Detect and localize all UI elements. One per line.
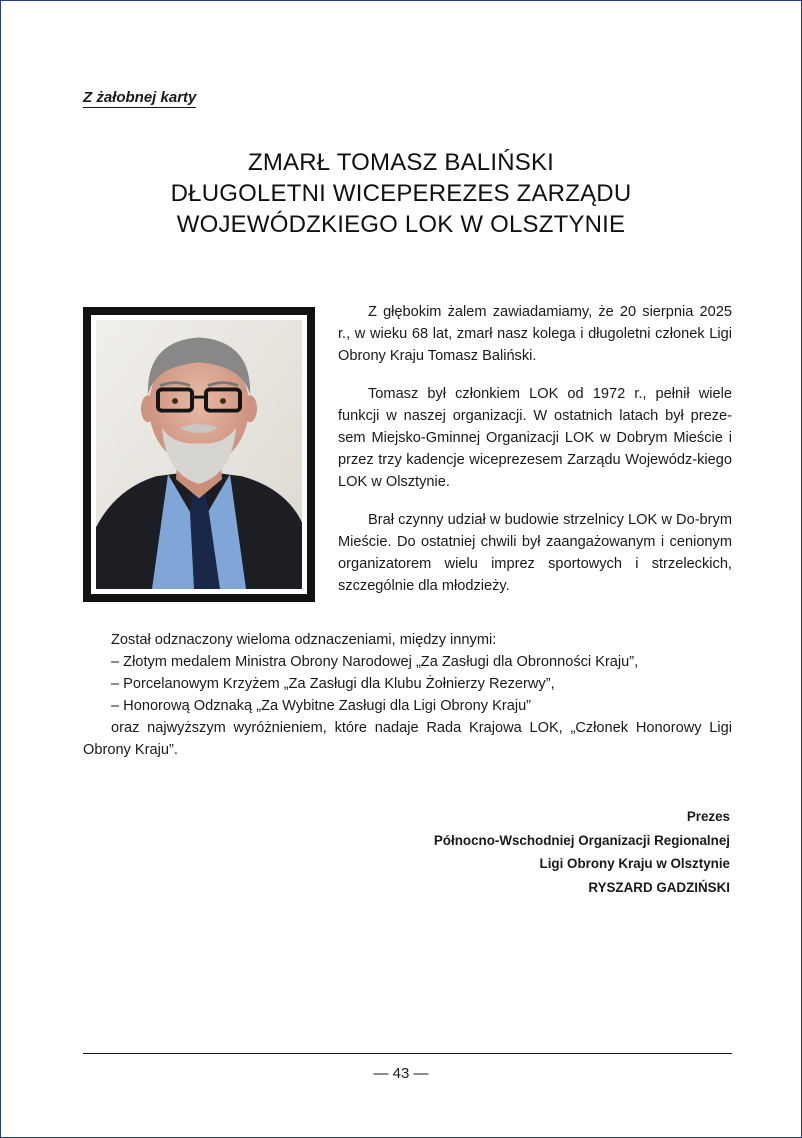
signature-block (434, 805, 730, 899)
paragraph: Z głębokim żalem zawiadamiamy, że 20 sierpnia 2025 r., w wieku 68 lat, zmarł nasz kolega i długoletni członek Ligi Obrony Kraju Tomasz Baliński. (338, 304, 732, 364)
portrait-frame (83, 307, 315, 602)
title-line: ZMARŁ TOMASZ BALIŃSKI (247, 149, 555, 176)
honor-item: – Złotym medalem Ministra Obrony Narodowej „Za Zasługi dla Obronności Kraju”, (111, 654, 639, 670)
signature-org-line: Północno-Wschodniej Organizacji Regionalnej (433, 832, 730, 848)
paragraph: Brał czynny udział w budowie strzelnicy LOK w Do-brym Mieście. Do ostatniej chwili był zaangażowanym i cenionym organizatorem wielu imprez sportowych i strzeleckich, szczególnie dla młodzieży. (338, 512, 732, 594)
section-label: Z żałobnej karty (83, 89, 197, 106)
footer-rule (83, 1053, 732, 1054)
honors-section (83, 629, 732, 761)
page-number: — 43 — (373, 1065, 429, 1082)
honors-intro: Został odznaczony wieloma odznaczeniami, między innymi: (111, 632, 497, 648)
article-body (338, 301, 732, 613)
title-line: DŁUGOLETNI WICEPEREZES ZARZĄDU (170, 180, 632, 207)
honors-closing: oraz najwyższym wyróżnieniem, które nadaje Rada Krajowa LOK, „Członek Honorowy Ligi Obrony Kraju”. (83, 720, 732, 758)
article-title (1, 147, 801, 240)
signature-name: RYSZARD GADZIŃSKI (588, 879, 730, 895)
portrait-mat (91, 315, 307, 594)
title-line: WOJEWÓDZKIEGO LOK W OLSZTYNIE (176, 211, 626, 238)
portrait-photo (96, 320, 302, 589)
signature-role: Prezes (686, 809, 730, 824)
honor-item: – Honorową Odznaką „Za Wybitne Zasługi dla Ligi Obrony Kraju” (111, 698, 532, 714)
paragraph: Tomasz był członkiem LOK od 1972 r., pełnił wiele funkcji w naszej organizacji. W ostatnich latach był preze-sem Miejsko-Gminnej Organizacji LOK w Dobrym Mieście i przez trzy kadencje wiceprezesem Zarządu Wojewódz-kiego LOK w Olsztynie. (338, 386, 732, 490)
honor-item: – Porcelanowym Krzyżem „Za Zasługi dla Klubu Żołnierzy Rezerwy”, (111, 676, 555, 692)
signature-org-line: Ligi Obrony Kraju w Olsztynie (539, 856, 730, 871)
